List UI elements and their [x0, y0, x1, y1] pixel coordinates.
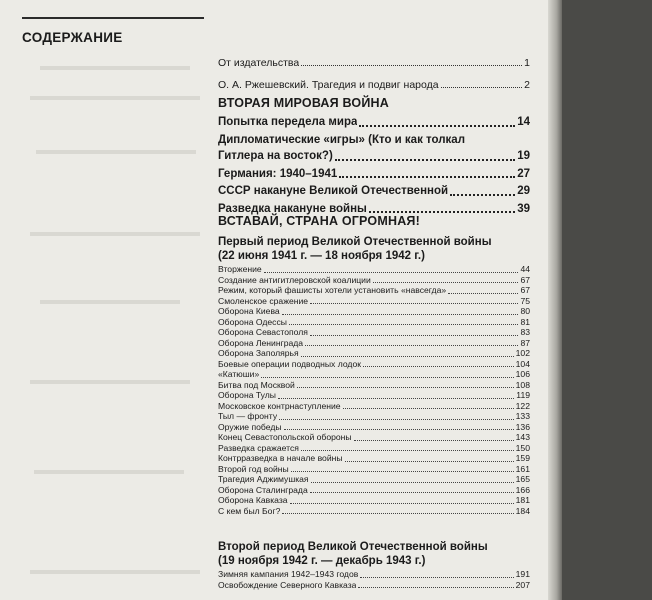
- toc-entry: [218, 275, 530, 286]
- period-heading-line1: Второй период Великой Отечественной войны: [218, 541, 488, 553]
- toc-entry-title: Конец Севастопольской обороны: [218, 432, 352, 442]
- toc-entry-page: 80: [520, 306, 530, 316]
- leader-dots: [305, 345, 518, 346]
- leader-dots: [448, 293, 518, 294]
- toc-entry-title: Оборона Ленинграда: [218, 337, 304, 348]
- toc-entry-title: Боевые операции подводных лодок: [218, 358, 361, 369]
- toc-entry-title: Оборона Сталинграда: [218, 484, 308, 495]
- leader-dots: [311, 482, 514, 483]
- toc-entry-page: 143: [515, 432, 530, 442]
- leader-dots: [354, 440, 514, 441]
- section-heading: ВСТАВАЙ, СТРАНА ОГРОМНАЯ!: [218, 214, 420, 228]
- toc-entry-title: Оборона Одессы: [218, 316, 287, 327]
- leader-dots: [290, 503, 514, 504]
- toc-entry-page: 14: [517, 116, 530, 128]
- toc-entry-title: СССР накануне Великой Отечественной: [218, 185, 449, 197]
- leader-dots: [345, 461, 514, 462]
- toc-entry-page: 133: [515, 411, 530, 421]
- toc-entry-title: Гитлера на восток?): [218, 150, 333, 162]
- period-heading-line2: (19 ноября 1942 г. — декабрь 1943 г.): [218, 554, 426, 567]
- toc-entry-title: Разведка сражается: [218, 442, 299, 453]
- leader-dots: [264, 272, 519, 273]
- period-heading: [218, 236, 530, 263]
- toc-entry-page: 1: [524, 57, 530, 69]
- toc-entry-page: 191: [515, 569, 530, 579]
- toc-entry-page: 106: [515, 369, 530, 379]
- toc-entry: [218, 369, 530, 380]
- toc-entry: [218, 580, 530, 591]
- toc-entry-title: Оборона Тулы: [218, 390, 276, 400]
- toc-entry-page: 166: [515, 484, 530, 495]
- leader-dots: [289, 324, 519, 325]
- toc-entry: [218, 149, 530, 164]
- toc-entry: [218, 443, 530, 454]
- toc-entry-page: 83: [520, 327, 530, 337]
- leader-dots: [343, 408, 514, 409]
- toc-entry: [218, 52, 530, 69]
- leader-dots: [373, 282, 519, 283]
- toc-entry: [218, 569, 530, 580]
- period-heading: [218, 541, 530, 568]
- toc-entry: [218, 359, 530, 370]
- leader-dots: [450, 194, 515, 196]
- leader-dots: [359, 125, 515, 127]
- toc-entry-title: Смоленское сражение: [218, 295, 309, 306]
- toc-entry-page: 39: [517, 202, 530, 215]
- toc-entry: [218, 464, 530, 475]
- toc-entry-title: «Катюши»: [218, 369, 260, 379]
- leader-dots: [358, 587, 513, 588]
- toc-entry-page: 108: [515, 379, 530, 390]
- toc-entry-page: 150: [515, 442, 530, 453]
- toc-entry-title: От издательства: [218, 57, 300, 69]
- toc-entry-page: 44: [520, 264, 530, 274]
- toc-entry: [218, 506, 530, 517]
- toc-entry-page: 102: [515, 348, 530, 358]
- toc-entry-title: О. А. Ржешевский. Трагедия и подвиг народа: [218, 79, 439, 91]
- toc-entry-page: 67: [520, 285, 530, 295]
- toc-entry-page: 19: [517, 150, 530, 162]
- toc-entry: [218, 432, 530, 443]
- contents-heading: СОДЕРЖАНИЕ: [22, 30, 123, 45]
- toc-entry-page: 27: [517, 167, 530, 180]
- toc-entry-title: Зимняя кампания 1942–1943 годов: [218, 569, 359, 579]
- toc-entry-title: Разведка накануне войны: [218, 202, 367, 215]
- toc-entry: [218, 422, 530, 433]
- toc-entry-title: Вторжение: [218, 264, 262, 274]
- leader-dots: [284, 429, 514, 430]
- toc-entry: [218, 453, 530, 464]
- toc-entry: [218, 474, 530, 485]
- toc-entry: [218, 401, 530, 412]
- section-heading: ВТОРАЯ МИРОВАЯ ВОЙНА: [218, 96, 389, 110]
- leader-dots: [279, 419, 514, 420]
- toc-entry-page: 207: [515, 579, 530, 590]
- period-heading-line2: (22 июня 1941 г. — 18 ноября 1942 г.): [218, 249, 425, 262]
- toc-entry: [218, 264, 530, 275]
- toc-entry-title: Второй год войны: [218, 463, 289, 474]
- toc-entry-page: 136: [515, 421, 530, 432]
- period1-entries: [218, 264, 530, 516]
- toc-entry-title: Оружие победы: [218, 421, 282, 432]
- leader-dots: [301, 450, 514, 451]
- leader-dots: [363, 366, 514, 367]
- leader-dots: [278, 398, 514, 399]
- toc-entry-page: 29: [517, 185, 530, 197]
- leader-dots: [441, 87, 523, 88]
- leader-dots: [369, 211, 515, 213]
- toc-entry-title: Битва под Москвой: [218, 379, 295, 390]
- toc-entry-title: Оборона Севастополя: [218, 327, 308, 337]
- toc-entry-title: Тыл — фронту: [218, 411, 278, 421]
- toc-entry-page: 119: [516, 390, 530, 400]
- toc-entry-title: Режим, который фашисты хотели установить «навсегда»: [218, 285, 447, 295]
- leader-dots: [261, 377, 513, 378]
- toc-entry-page: 2: [524, 79, 530, 91]
- toc-entry-title: Создание антигитлеровской коалиции: [218, 274, 371, 285]
- toc-entry-title: Оборона Заполярья: [218, 348, 299, 358]
- toc-entry-page: 67: [520, 274, 530, 285]
- toc-entry-title: Попытка передела мира: [218, 116, 358, 128]
- toc-entry: [218, 296, 530, 307]
- toc-entry: [218, 167, 530, 182]
- toc-entry: [218, 74, 530, 91]
- toc-entry: [218, 184, 530, 199]
- toc-entry: [218, 390, 530, 401]
- toc-entry-title: Контрразведка в начале войны: [218, 453, 343, 463]
- leader-dots: [310, 335, 519, 336]
- leader-dots: [301, 356, 514, 357]
- leader-dots: [297, 387, 514, 388]
- toc-entry-title: Освобождение Северного Кавказа: [218, 579, 357, 590]
- toc-entry-page: 104: [515, 358, 530, 369]
- toc-entry-title: Трагедия Аджимушкая: [218, 474, 309, 484]
- toc-entry: [218, 485, 530, 496]
- leader-dots: [360, 577, 513, 578]
- leader-dots: [310, 303, 518, 304]
- toc-entry: [218, 380, 530, 391]
- period2-entries: [218, 569, 530, 590]
- toc-entry-page: 161: [515, 463, 530, 474]
- toc-entry-page: 159: [515, 453, 530, 463]
- toc-entry: [218, 495, 530, 506]
- toc-entry: [218, 348, 530, 359]
- toc-entry: [218, 338, 530, 349]
- toc-entry-page: 165: [515, 474, 530, 484]
- leader-dots: [282, 314, 519, 315]
- leader-dots: [282, 513, 513, 514]
- toc-entry: [218, 285, 530, 296]
- page-edge-shadow: [548, 0, 562, 600]
- leader-dots: [310, 492, 514, 493]
- toc-entry: [218, 411, 530, 422]
- toc-entry-title-line1: Дипломатические «игры» (Кто и как толкал: [218, 133, 466, 146]
- toc-entry-page: 87: [520, 337, 530, 348]
- leader-dots: [291, 471, 514, 472]
- toc-entry: [218, 327, 530, 338]
- toc-entry-title: Германия: 1940–1941: [218, 167, 338, 180]
- toc-entry-title: Оборона Кавказа: [218, 495, 288, 505]
- leader-dots: [335, 159, 515, 161]
- toc-entry-page: 122: [515, 400, 530, 411]
- toc-entry-page: 184: [515, 505, 530, 516]
- toc-entry-title: С кем был Бог?: [218, 505, 281, 516]
- leader-dots: [339, 176, 515, 178]
- toc-entry-page: 75: [520, 295, 530, 306]
- toc-entry-page: 81: [520, 316, 530, 327]
- period-heading-line1: Первый период Великой Отечественной войны: [218, 236, 492, 248]
- front-matter: [218, 52, 530, 91]
- section1-entries: [218, 115, 530, 216]
- toc-entry: [218, 317, 530, 328]
- header-rule: [22, 17, 204, 19]
- leader-dots: [301, 65, 522, 66]
- toc-entry: [218, 115, 530, 130]
- toc-entry-page: 181: [515, 495, 530, 505]
- toc-entry-title: Московское контрнаступление: [218, 400, 341, 411]
- toc-entry: [218, 306, 530, 317]
- toc-entry-title: Оборона Киева: [218, 306, 280, 316]
